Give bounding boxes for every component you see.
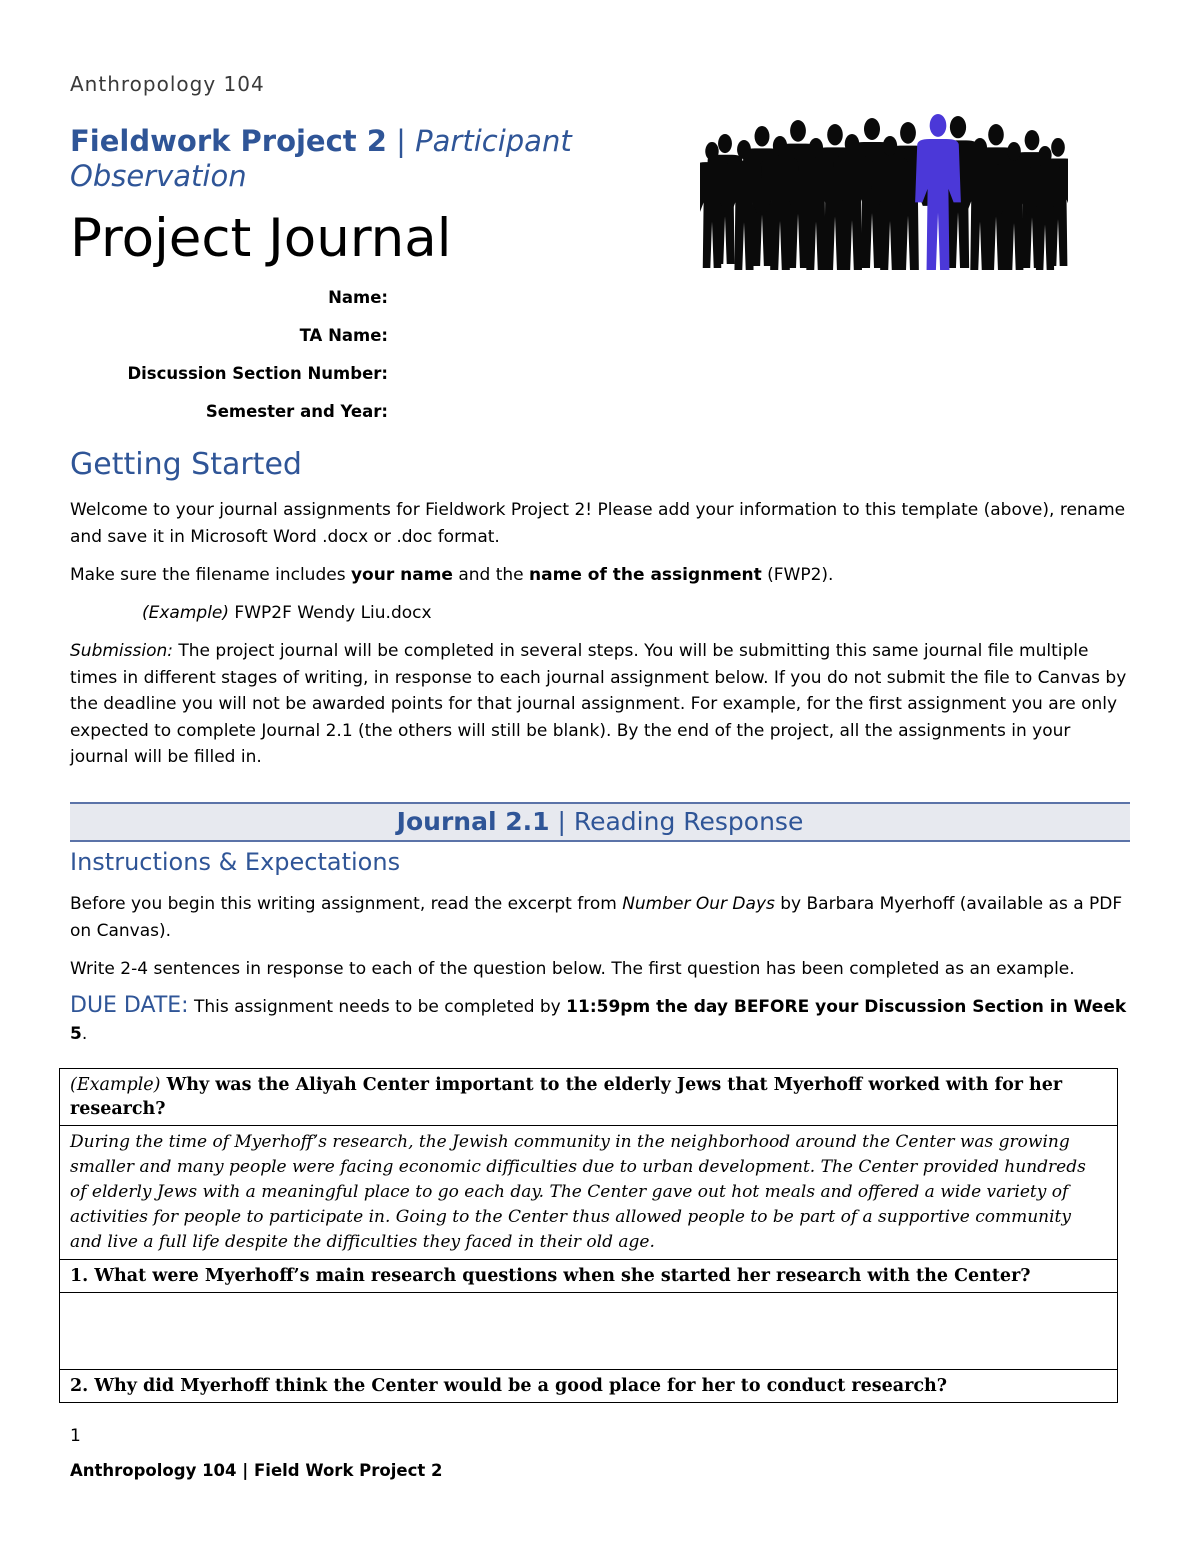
example-question-text: Why was the Aliyah Center important to the elderly Jews that Myerhoff worked with for her research? xyxy=(70,1075,1063,1119)
filename-text-end: (FWP2). xyxy=(761,565,834,585)
due-date-label: DUE DATE: xyxy=(70,993,189,1018)
table-row xyxy=(60,1293,1118,1370)
write-instructions: Write 2-4 sentences in response to each of the question below. The first question has been completed as an example. xyxy=(70,959,1075,979)
reading-text-end: by Barbara Myerhoff (available as a PDF on Canvas). xyxy=(70,894,1123,941)
project-subtitle: Participant Observation xyxy=(70,124,572,193)
example-answer-cell: During the time of Myerhoff’s research, the Jewish community in the neighborhood around the Center was growing smaller and many people were facing economic difficulties due to urban development. The Center provided hundreds of elderly Jews with a meaningful place to go each day. The Center gave out hot meals and offered a wide variety of activities for people to participate in. Going to the Center thus allowed people to be part of a supportive community and live a full life despite the difficulties they faced in their old age. xyxy=(60,1126,1118,1260)
example-label: (Example) xyxy=(142,603,230,623)
book-title: Number Our Days xyxy=(622,894,775,914)
example-file: FWP2F Wendy Liu.docx xyxy=(229,603,432,623)
page-footer: Anthropology 104 | Field Work Project 2 xyxy=(70,1461,443,1480)
table-row xyxy=(60,1260,1118,1293)
table-row xyxy=(60,1126,1118,1260)
submission-paragraph xyxy=(70,638,1130,771)
question-2-cell: 2. Why did Myerhoff think the Center would be a good place for her to conduct research? xyxy=(60,1370,1118,1403)
reading-paragraph xyxy=(70,891,1130,944)
table-row xyxy=(60,1370,1118,1403)
getting-started-heading: Getting Started xyxy=(70,447,302,482)
filename-bold-name: your name xyxy=(350,565,453,585)
crowd-silhouette-image xyxy=(700,112,1068,272)
answer-1-cell[interactable] xyxy=(60,1293,1118,1370)
example-question-cell xyxy=(60,1069,1118,1126)
reading-text: Before you begin this writing assignment, read the excerpt from xyxy=(70,894,623,914)
page-title: Project Journal xyxy=(70,208,452,269)
question-1-cell: 1. What were Myerhoff’s main research questions when she started her research with the Center? xyxy=(60,1260,1118,1293)
example-filename xyxy=(142,600,1042,627)
submission-text: The project journal will be completed in several steps. You will be submitting this same journal file multiple times in different stages of writing, in response to each journal assignment below. If you do not submit the file to Canvas by the deadline you will not be awarded points for that journal assignment. For example, for the first assignment you are only expected to complete Journal 2.1 (the others will still be blank). By the end of the project, all the assignments in your journal will be filled in. xyxy=(70,641,1127,767)
filename-text-mid: and the xyxy=(452,565,530,585)
journal-number: Journal 2.1 xyxy=(396,807,550,836)
example-question-label: (Example) xyxy=(70,1075,161,1095)
page-number: 1 xyxy=(70,1426,81,1446)
due-date-deadline: 11:59pm the day BEFORE your Discussion Section in Week 5 xyxy=(70,997,1127,1044)
due-date-end: . xyxy=(81,1023,88,1044)
heading-separator: | xyxy=(386,124,416,158)
due-date-paragraph xyxy=(70,993,1130,1047)
ta-name-label: TA Name: xyxy=(299,326,388,345)
journal-subtitle: | Reading Response xyxy=(549,807,804,836)
due-date-text: This assignment needs to be completed by xyxy=(188,997,567,1017)
discussion-section-label: Discussion Section Number: xyxy=(127,364,388,383)
journal-section-bar xyxy=(70,802,1130,842)
project-name: Fieldwork Project 2 xyxy=(70,124,387,158)
filename-paragraph xyxy=(70,562,1130,589)
semester-year-label: Semester and Year: xyxy=(205,402,388,421)
table-row xyxy=(60,1069,1118,1126)
filename-bold-assignment: name of the assignment xyxy=(529,565,762,585)
filename-text: Make sure the filename includes xyxy=(70,565,351,585)
project-heading xyxy=(70,124,670,194)
welcome-paragraph: Welcome to your journal assignments for Fieldwork Project 2! Please add your information to this template (above), rename and save it in Microsoft Word .docx or .doc format. xyxy=(70,500,1126,547)
name-label: Name: xyxy=(328,288,388,307)
course-title: Anthropology 104 xyxy=(70,72,265,96)
questions-table xyxy=(59,1068,1118,1403)
submission-label: Submission: xyxy=(70,641,173,661)
instructions-heading: Instructions & Expectations xyxy=(70,848,401,876)
